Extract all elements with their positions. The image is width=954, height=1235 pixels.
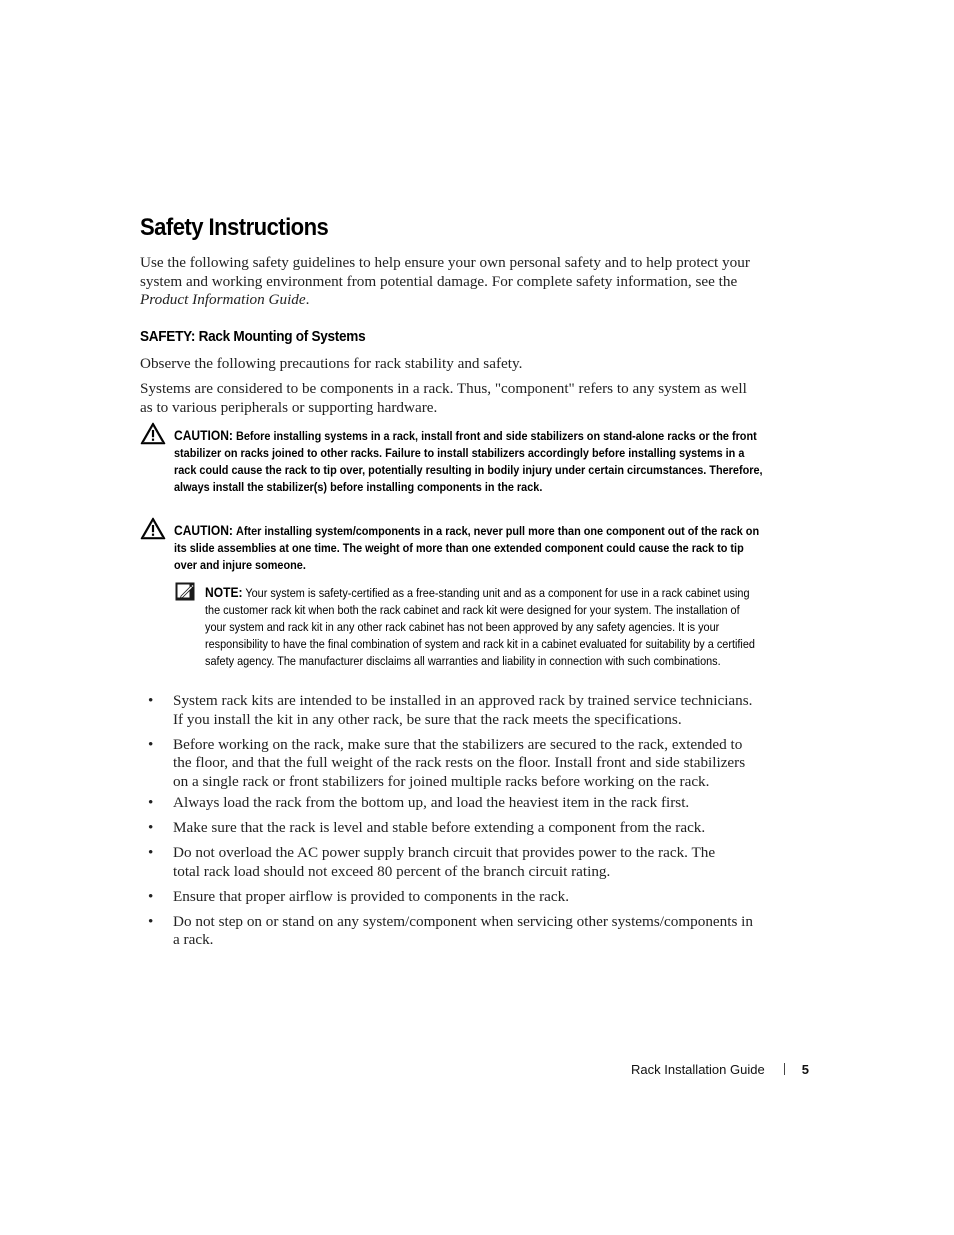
intro-paragraph — [140, 254, 756, 310]
list-item-text: Do not overload the AC power supply branch circuit that provides power to the rack. The total rack load should not exceed 80 percent of the branch circuit rating. — [173, 844, 716, 880]
list-item — [140, 736, 760, 792]
list-item-text: Do not step on or stand on any system/component when servicing other systems/components in a rack. — [173, 912, 753, 949]
intro-guide-reference: Product Information Guide — [140, 291, 306, 309]
footer-guide-title: Rack Installation Guide — [631, 1062, 765, 1077]
paragraph-components: Systems are considered to be components in a rack. Thus, "component" refers to any system as well as to various peripherals or supporting hardware. — [140, 380, 747, 416]
list-item-text: Make sure that the rack is level and stable before extending a component from the rack. — [173, 819, 706, 837]
note-safety-certification — [205, 584, 758, 670]
note-label: NOTE: — [205, 585, 243, 600]
bullet-marker: • — [148, 819, 154, 837]
page-footer — [631, 1062, 809, 1077]
caution-label: CAUTION: — [174, 428, 233, 443]
note-pencil-icon — [175, 582, 195, 601]
caution-notice-extension — [174, 522, 764, 574]
page-number: 5 — [801, 1062, 809, 1077]
caution-label: CAUTION: — [174, 523, 233, 538]
caution-text: After installing system/components in a rack, never pull more than one component out of the rack on its slide assemblies at one time. The weight of more than one extended component could cause the rack to tip over and injure someone. — [174, 524, 760, 572]
warning-triangle-icon — [140, 422, 166, 445]
list-item — [140, 888, 760, 907]
caution-notice-stabilizers — [174, 427, 764, 496]
note-text: Your system is safety-certified as a free-standing unit and as a component for use in a rack cabinet using the customer rack kit when both the rack cabinet and rack kit were designed for your system. The installation of your system and rack kit in any other rack cabinet has not been approved by any safety agencies. It is your responsibility to have the final combination of system and rack kit in a cabinet evaluated for suitability by a certified safety agency. The manufacturer disclaims all warranties and liability in connection with such combinations. — [205, 586, 755, 668]
intro-text-end: . — [305, 291, 310, 309]
paragraph-precautions: Observe the following precautions for rack stability and safety. — [140, 355, 523, 372]
list-item — [140, 692, 760, 729]
bullet-marker: • — [148, 692, 154, 709]
list-item-text: System rack kits are intended to be installed in an approved rack by trained service technicians. If you install the kit in any other rack, be sure that the rack meets the specifications. — [173, 692, 753, 728]
list-item — [140, 794, 760, 813]
bullet-marker: • — [148, 912, 154, 930]
bullet-marker: • — [148, 794, 154, 812]
intro-text: Use the following safety guidelines to help ensure your own personal safety and to help protect your system and working environment from potential damage. For complete safety information, see the — [140, 254, 750, 290]
footer-divider — [784, 1063, 785, 1075]
list-item — [140, 913, 760, 950]
list-item — [140, 844, 743, 881]
bullet-marker: • — [148, 844, 154, 862]
section-heading: SAFETY: Rack Mounting of Systems — [140, 329, 366, 345]
page-title: Safety Instructions — [140, 214, 329, 241]
warning-triangle-icon — [140, 517, 166, 540]
list-item-text: Before working on the rack, make sure that the stabilizers are secured to the rack, extended to the floor, and that the full weight of the rack rests on the floor. Install front and side stabilizers on a single rack or front stabilizers for joined multiple racks before working on the rack. — [173, 735, 746, 790]
caution-text: Before installing systems in a rack, install front and side stabilizers on stand-alone racks or the front stabilizer on racks joined to other racks. Failure to install stabilizers accordingly before installing systems in a rack could cause the rack to tip over, potentially resulting in bodily injury under certain circumstances. Therefore, always install the stabilizer(s) before installing components in the rack. — [174, 429, 763, 494]
list-item-text: Ensure that proper airflow is provided to components in the rack. — [173, 887, 570, 905]
precautions-list — [140, 692, 760, 956]
list-item-text: Always load the rack from the bottom up, and load the heaviest item in the rack first. — [173, 794, 690, 812]
list-item — [140, 819, 760, 838]
bullet-marker: • — [148, 887, 154, 905]
bullet-marker: • — [148, 735, 154, 753]
